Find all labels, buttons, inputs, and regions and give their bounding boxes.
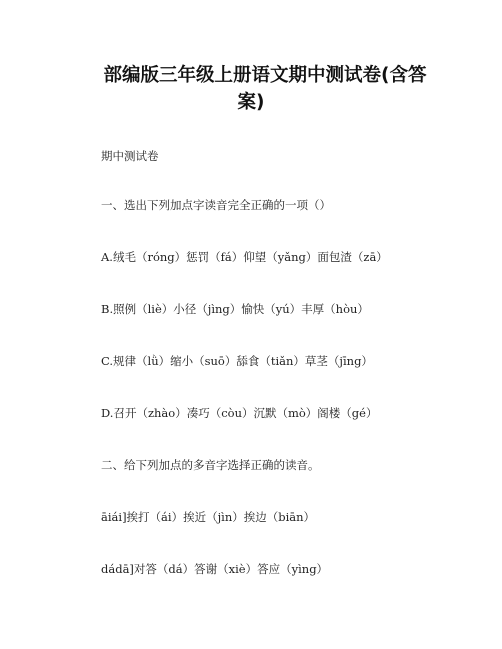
- question-2-prompt: 二、给下列加点的多音字选择正确的读音。: [101, 458, 320, 472]
- option-a: A.绒毛（róng）惩罚（fá）仰望（yǎng）面包渣（zā）: [101, 250, 388, 264]
- polyphone-item-2: dádā]对答（dá）答谢（xiè）答应（yìng）: [101, 562, 329, 576]
- polyphone-item-1: āiái]挨打（ái）挨近（jìn）挨边（biān）: [101, 510, 316, 524]
- section-heading: 期中测试卷: [101, 149, 159, 163]
- document-title-line-1: 部编版三年级上册语文期中测试卷(含答: [103, 65, 427, 86]
- option-b: B.照例（liè）小径（jìng）愉快（yú）丰厚（hòu）: [101, 302, 369, 316]
- option-c: C.规律（lǜ）缩小（suō）舔食（tiǎn）草茎（jīng）: [101, 354, 373, 368]
- document-title-line-2: 案): [237, 92, 265, 113]
- question-1-prompt: 一、选出下列加点字读音完全正确的一项（）: [101, 198, 331, 212]
- option-d: D.召开（zhào）凑巧（còu）沉默（mò）阁楼（gé）: [101, 406, 378, 420]
